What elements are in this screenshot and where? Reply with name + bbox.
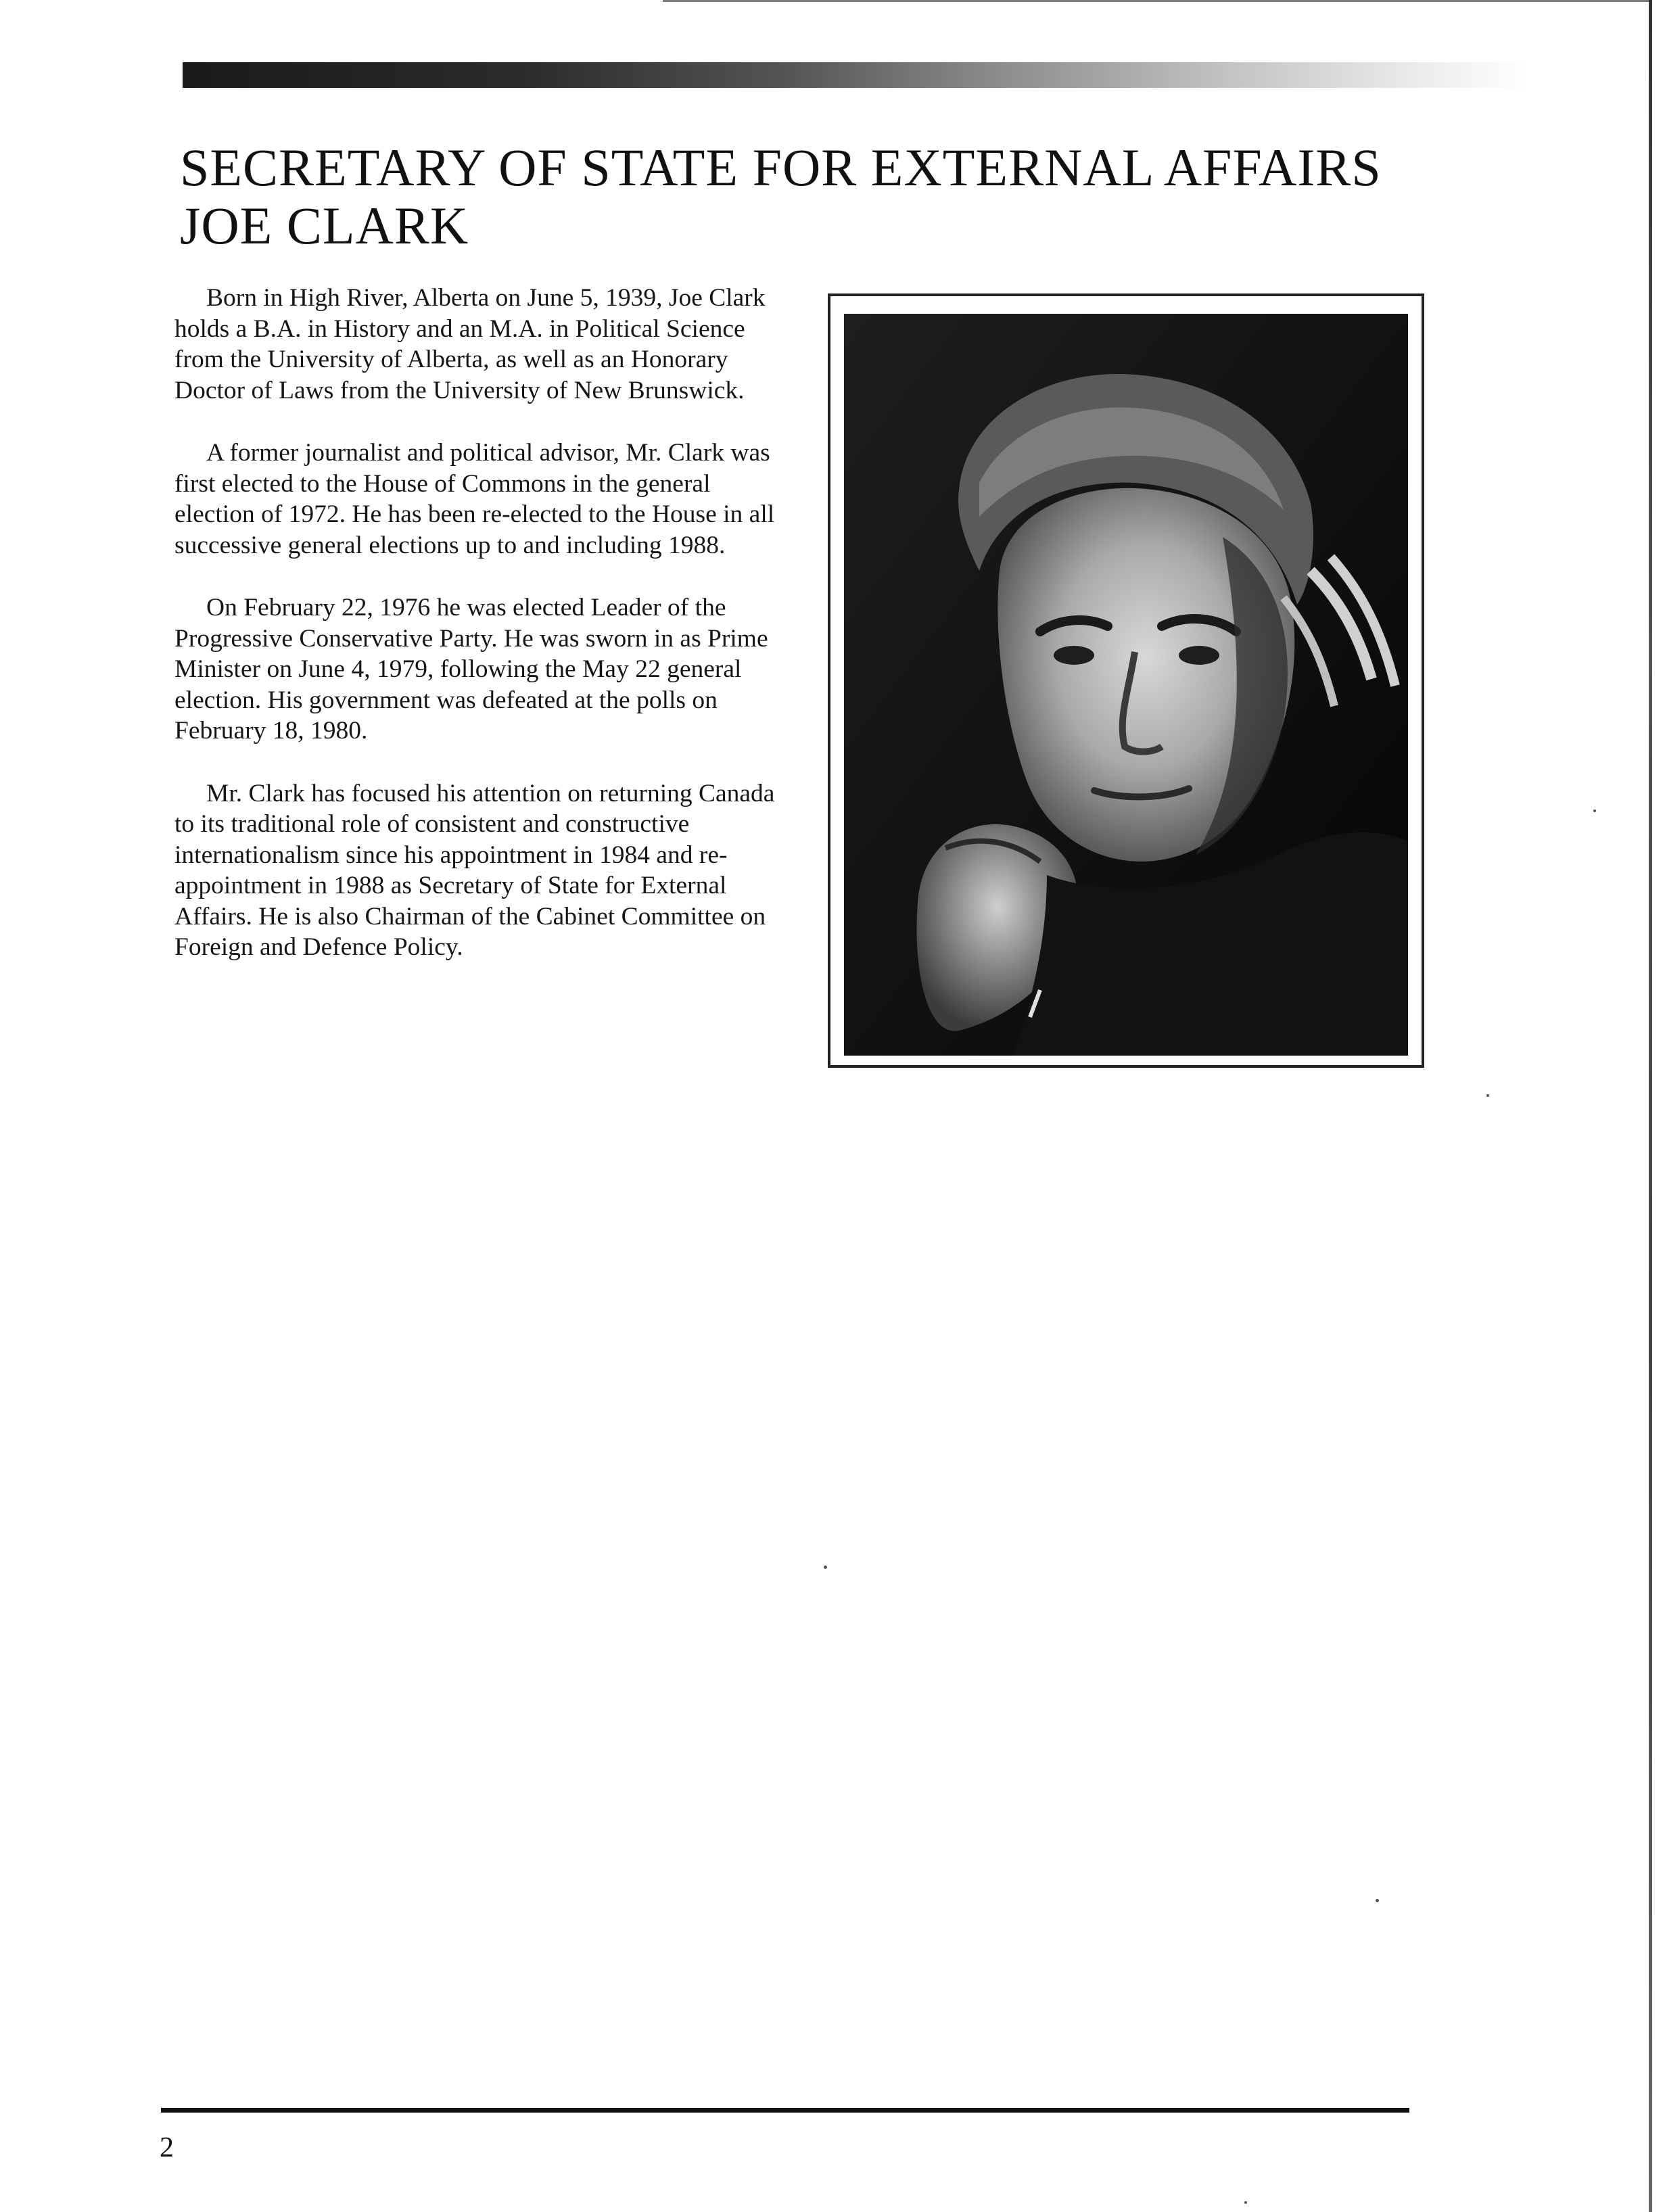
scan-speck [1486, 1094, 1489, 1097]
footer-rule [161, 2108, 1409, 2113]
bio-paragraph-1: Born in High River, Alberta on June 5, 1939, Joe Clark holds a B.A. in History and an M.A. in Political Science from the University of Alberta, as well as an Honorary Doctor of Laws from the University of New Brunswick. [174, 284, 766, 404]
scan-speck [1244, 2201, 1247, 2204]
portrait-illustration [844, 314, 1408, 1056]
bio-paragraph-2: A former journalist and political advisor, Mr. Clark was first elected to the House of Commons in the general election of 1972. He has been re-elected to the House in all successive general elections up to and including 1988. [174, 439, 775, 559]
title-line-2: JOE CLARK [180, 196, 469, 255]
page-right-edge [1649, 0, 1652, 2212]
bio-paragraph-3: On February 22, 1976 he was elected Leader of the Progressive Conservative Party. He was sworn in as Prime Minister on June 4, 1979, following the May 22 general election. His government was defeated at the polls on February 18, 1980. [174, 594, 768, 745]
page-title [180, 139, 1600, 255]
scan-speck [1376, 1899, 1379, 1902]
bio-paragraph-4: Mr. Clark has focused his attention on returning Canada to its traditional role of consistent and constructive internationalism since his appointment in 1984 and re-appointment in 1988 as Secretary of State for External Affairs. He is also Chairman of the Cabinet Committee on Foreign and Defence Policy. [174, 779, 775, 961]
scan-speck [1593, 809, 1596, 812]
scan-speck [824, 1566, 827, 1569]
biography-text [174, 283, 797, 995]
header-bar [183, 62, 1528, 88]
portrait-frame [828, 293, 1424, 1068]
page-number: 2 [160, 2132, 174, 2163]
top-edge-rule [663, 0, 1650, 2]
portrait-photo [844, 314, 1408, 1056]
title-line-1: SECRETARY OF STATE FOR EXTERNAL AFFAIRS [180, 138, 1382, 197]
